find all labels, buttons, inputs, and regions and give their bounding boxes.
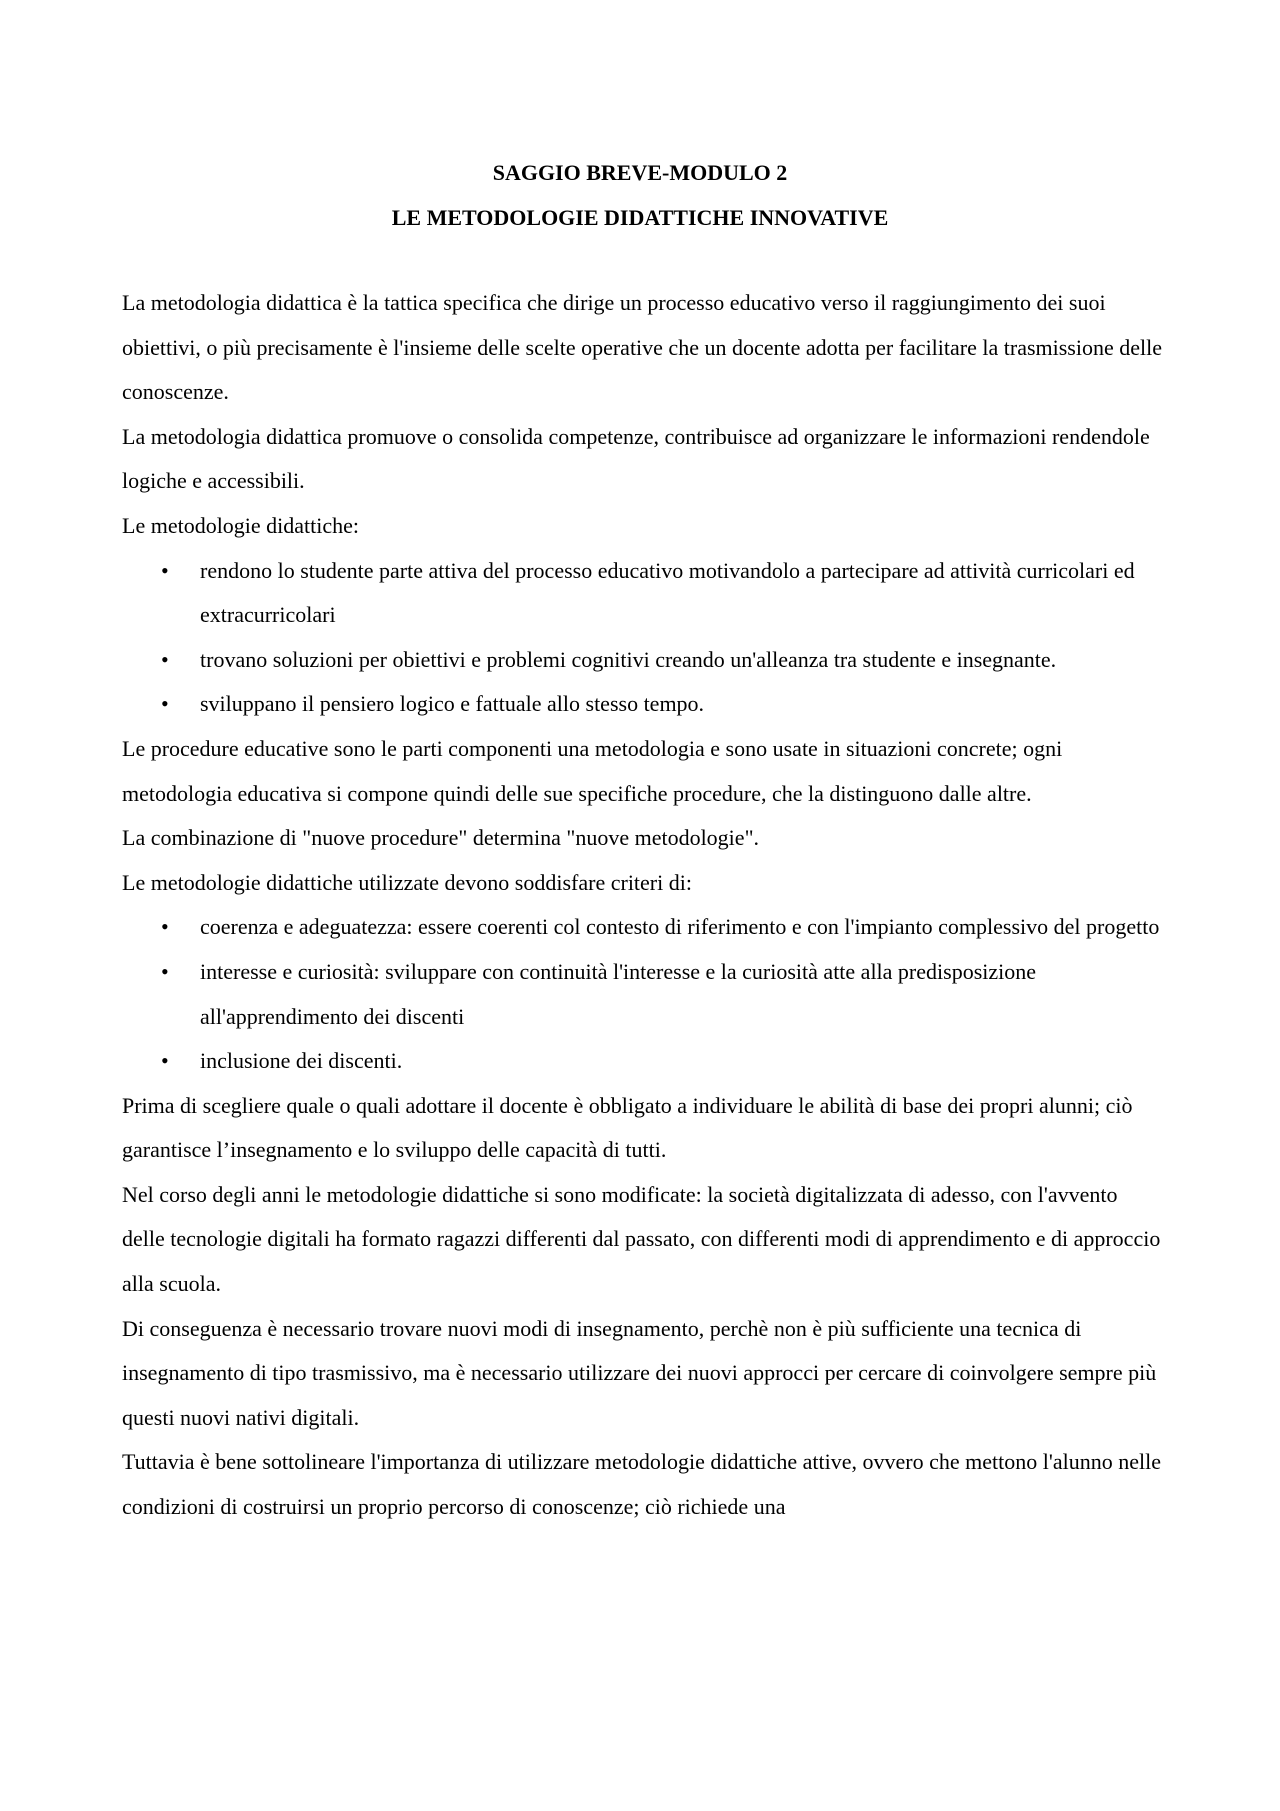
bullet-icon: • <box>161 1048 169 1074</box>
paragraph-competences: La metodologia didattica promuove o consolida competenze, contribuisce ad organizzare le informazioni rendendole logiche e accessibili. <box>122 423 1150 494</box>
list-item <box>122 950 1162 1039</box>
title-line-2: LE METODOLOGIE DIDATTICHE INNOVATIVE <box>391 205 889 230</box>
list-item <box>122 1039 1162 1084</box>
list-item-text: sviluppano il pensiero logico e fattuale allo stesso tempo. <box>200 691 705 717</box>
paragraph-prerequisites: Prima di scegliere quale o quali adottare il docente è obbligato a individuare le abilità di base dei propri alunni; ciò garantisce l’insegnamento e lo sviluppo delle capacità di tutti. <box>122 1092 1133 1163</box>
bullet-icon: • <box>161 914 169 940</box>
bullet-icon: • <box>161 958 169 984</box>
list-item-text: trovano soluzioni per obiettivi e problemi cognitivi creando un'alleanza tra studente e insegnante. <box>200 646 1057 672</box>
list-item <box>122 549 1162 638</box>
title-line-1: SAGGIO BREVE-MODULO 2 <box>492 160 788 185</box>
bullet-icon: • <box>161 691 169 717</box>
paragraph-active-methods: Tuttavia è bene sottolineare l'importanza di utilizzare metodologie didattiche attive, ovvero che mettono l'alunno nelle condizioni di costruirsi un proprio percorso di conoscenze; ciò richiede una <box>122 1449 1161 1520</box>
list-item-text: coerenza e adeguatezza: essere coerenti col contesto di riferimento e con l'impianto complessivo del progetto <box>200 914 1160 940</box>
bullet-icon: • <box>161 557 169 583</box>
list-item-text: interesse e curiosità: sviluppare con continuità l'interesse e la curiosità atte alla predisposizione all'apprendimento dei discenti <box>200 958 1037 1029</box>
paragraph-procedures: Le procedure educative sono le parti componenti una metodologia e sono usate in situazioni concrete; ogni metodologia educativa si compone quindi delle sue specifiche procedure, che la distinguono dalle altre. <box>122 735 1063 806</box>
list-item <box>122 638 1162 683</box>
document-body <box>122 281 1162 1530</box>
document-title <box>0 150 1280 240</box>
paragraph-new-approaches: Di conseguenza è necessario trovare nuovi modi di insegnamento, perchè non è più sufficiente una tecnica di insegnamento di tipo trasmissivo, ma è necessario utilizzare dei nuovi approcci per cercare di coinvolgere sempre più questi nuovi nativi digitali. <box>122 1315 1157 1430</box>
list-item <box>122 905 1162 950</box>
bullet-icon: • <box>161 646 169 672</box>
list-item-text: rendono lo studente parte attiva del processo educativo motivandolo a partecipare ad attività curricolari ed extracurricolari <box>200 557 1135 628</box>
bullet-list-criteria <box>122 905 1162 1083</box>
list-item <box>122 682 1162 727</box>
paragraph-combination: La combinazione di "nuove procedure" determina "nuove metodologie". <box>122 825 760 851</box>
paragraph-digital-change: Nel corso degli anni le metodologie didattiche si sono modificate: la società digitalizzata di adesso, con l'avvento delle tecnologie digitali ha formato ragazzi differenti dal passato, con differenti modi di apprendimento e di approccio alla scuola. <box>122 1181 1161 1297</box>
bullet-list-effects <box>122 549 1162 727</box>
paragraph-list-intro-criteria: Le metodologie didattiche utilizzate devono soddisfare criteri di: <box>122 869 692 895</box>
list-item-text: inclusione dei discenti. <box>200 1048 403 1074</box>
paragraph-definition: La metodologia didattica è la tattica specifica che dirige un processo educativo verso il raggiungimento dei suoi obiettivi, o più precisamente è l'insieme delle scelte operative che un docente adotta per facilitare la trasmissione delle conoscenze. <box>122 290 1162 405</box>
paragraph-list-intro-effects: Le metodologie didattiche: <box>122 512 360 538</box>
